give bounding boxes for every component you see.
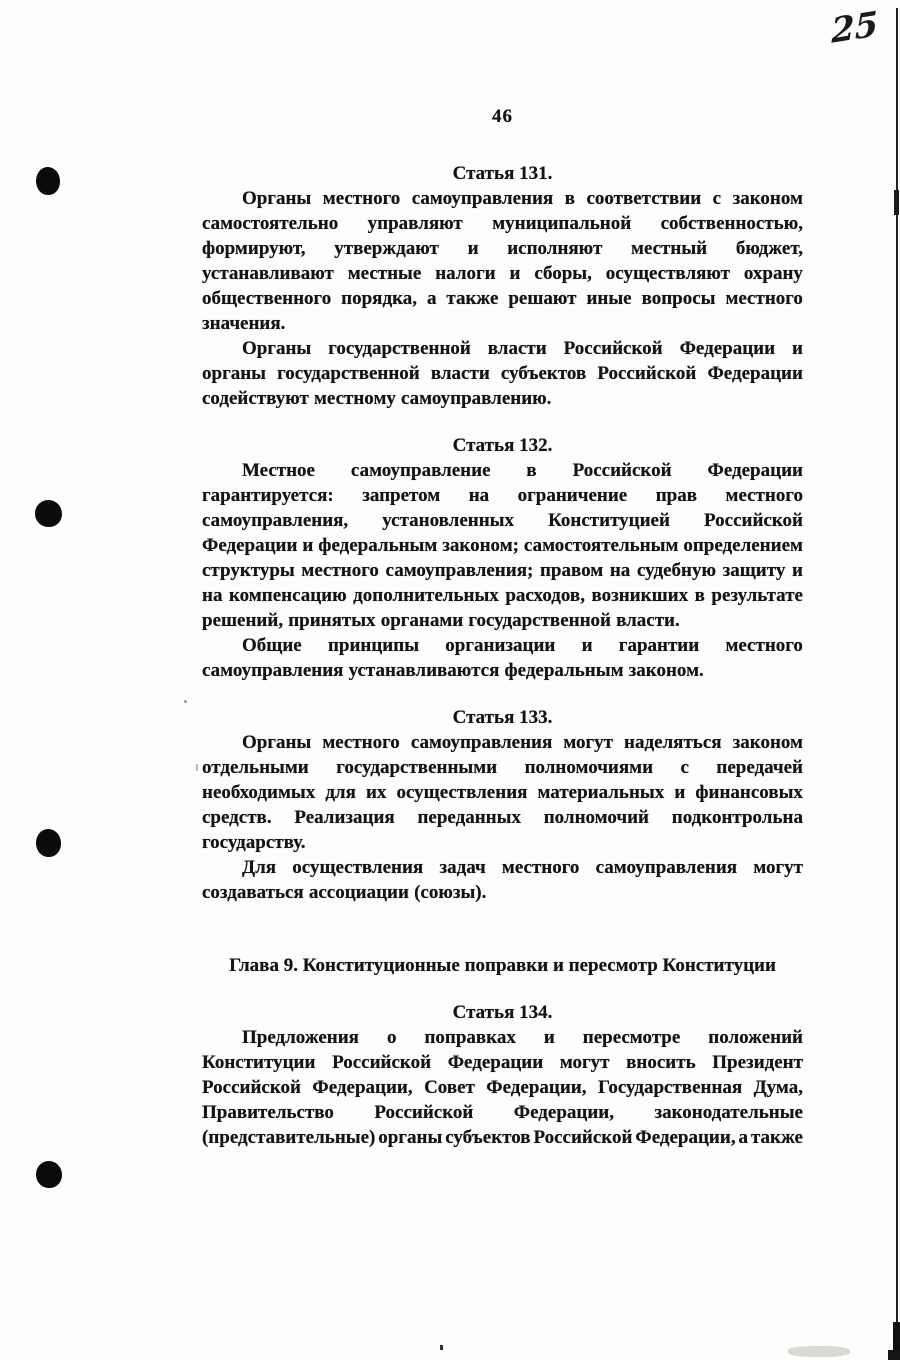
- scan-speck: [196, 764, 198, 771]
- document-blocks: [202, 161, 803, 1150]
- text-line: отдельными государственными полномочиями с передачей: [202, 757, 803, 778]
- text-line: общественного порядка, а также решают иные вопросы местного: [202, 288, 803, 309]
- scan-smudge: [788, 1346, 850, 1357]
- text-line: (представительные) органы субъектов Российской Федерации, а также: [202, 1127, 803, 1148]
- document-content: [202, 0, 803, 1150]
- text-line: органы государственной власти субъектов Российской Федерации: [202, 363, 803, 384]
- text-line: Правительство Российской Федерации, законодательные: [202, 1102, 803, 1123]
- text-line: формируют, утверждают и исполняют местный бюджет,: [202, 238, 803, 259]
- paragraph: [202, 186, 803, 336]
- text-line: значения.: [202, 313, 286, 334]
- paragraph: [202, 730, 803, 855]
- text-line: Органы местного самоуправления в соответствии с законом: [242, 188, 803, 209]
- paragraph: [202, 458, 803, 633]
- text-line: содействуют местному самоуправлению.: [202, 388, 552, 409]
- text-line: Общие принципы организации и гарантии местного: [242, 635, 803, 656]
- article-heading: Статья 132.: [452, 435, 553, 456]
- text-line: Конституции Российской Федерации могут вносить Президент: [202, 1052, 803, 1073]
- text-line: решений, принятых органами государственной власти.: [202, 610, 680, 631]
- text-line: на компенсацию дополнительных расходов, возникших в результате: [202, 585, 803, 606]
- paragraph: [202, 633, 803, 683]
- paragraph: [202, 336, 803, 411]
- text-line: Предложения о поправках и пересмотре положений: [242, 1027, 803, 1048]
- article-heading: Статья 131.: [452, 163, 553, 184]
- text-line: самостоятельно управляют муниципальной собственностью,: [202, 213, 803, 234]
- article-heading: Статья 133.: [452, 707, 553, 728]
- text-line: гарантируется: запретом на ограничение прав местного: [202, 485, 803, 506]
- paragraph: [202, 855, 803, 905]
- scan-edge-artifact: [888, 1350, 900, 1360]
- text-line: Федерации и федеральным законом; самостоятельным определением: [202, 535, 803, 556]
- text-line: Российской Федерации, Совет Федерации, Государственная Дума,: [202, 1077, 803, 1098]
- scan-edge-artifact: [894, 190, 899, 215]
- paragraph: [202, 1025, 803, 1150]
- text-line: средств. Реализация переданных полномочий подконтрольна: [202, 807, 803, 828]
- binding-hole: [36, 829, 61, 857]
- chapter-heading: Глава 9. Конституционные поправки и пересмотр Конституции: [229, 955, 776, 976]
- text-line: самоуправления устанавливаются федеральным законом.: [202, 660, 704, 681]
- binding-hole: [36, 167, 60, 195]
- text-line: устанавливают местные налоги и сборы, осуществляют охрану: [202, 263, 803, 284]
- text-line: государству.: [202, 832, 306, 853]
- text-line: Органы государственной власти Российской Федерации и: [242, 338, 803, 359]
- text-line: Для осуществления задач местного самоуправления могут: [242, 857, 803, 878]
- text-line: структуры местного самоуправления; правом на судебную защиту и: [202, 560, 803, 581]
- scan-speck: [440, 1345, 443, 1350]
- handwritten-page-note: 25: [830, 4, 879, 52]
- text-line: необходимых для их осуществления материальных и финансовых: [202, 782, 803, 803]
- scan-speck: [184, 700, 187, 703]
- text-line: Органы местного самоуправления могут наделяться законом: [242, 732, 803, 753]
- text-line: самоуправления, установленных Конституцией Российской: [202, 510, 803, 531]
- binding-hole: [35, 500, 62, 527]
- article-heading: Статья 134.: [452, 1002, 553, 1023]
- binding-hole: [36, 1161, 62, 1188]
- page-number: 46: [492, 106, 513, 127]
- text-line: создаваться ассоциации (союзы).: [202, 882, 487, 903]
- text-line: Местное самоуправление в Российской Федерации: [242, 460, 803, 481]
